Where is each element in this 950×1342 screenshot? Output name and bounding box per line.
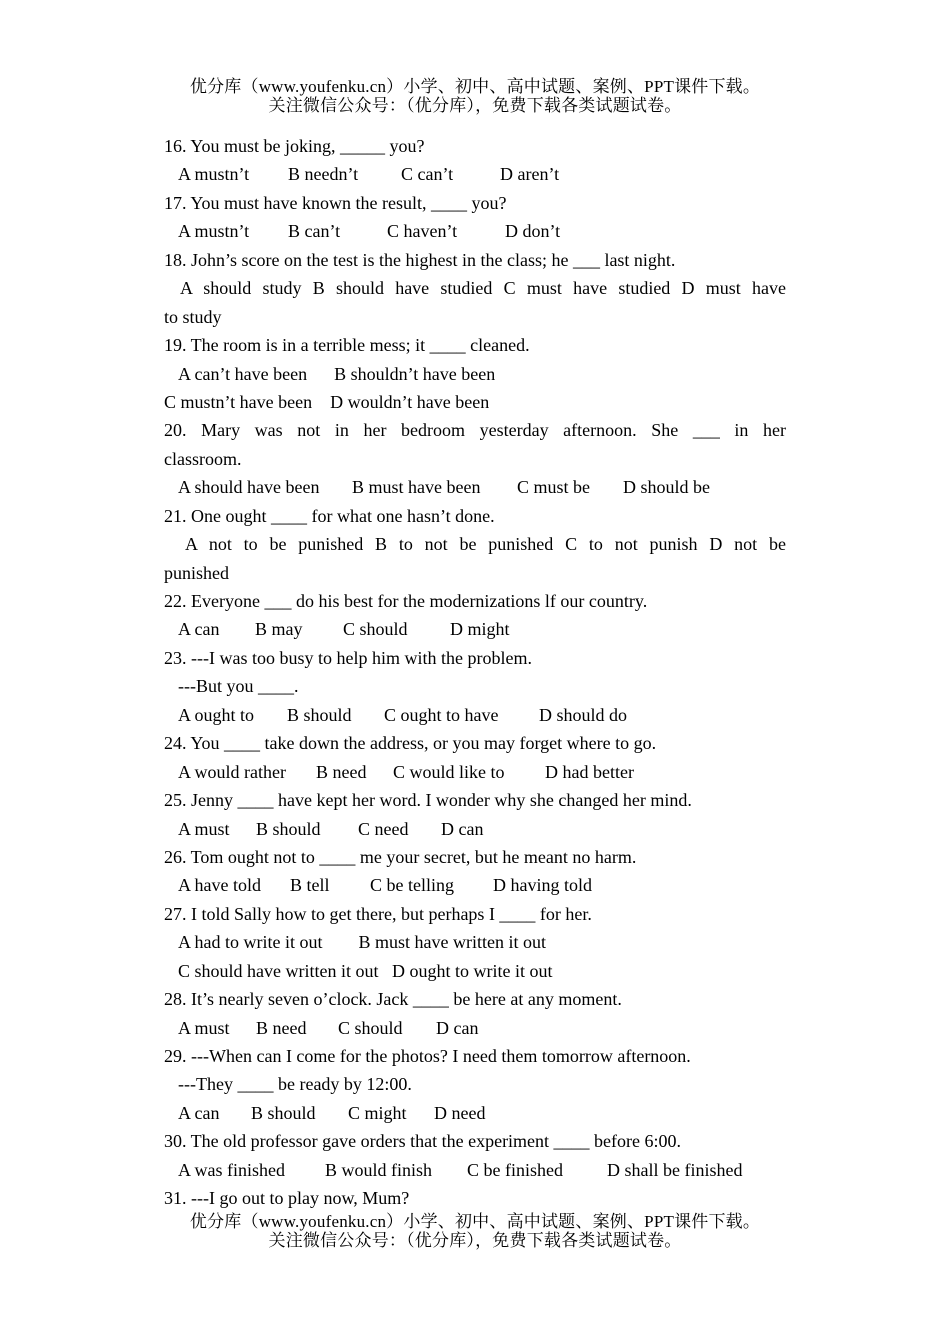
option-c: C would like to <box>393 761 505 782</box>
option-a: A would rather <box>178 761 286 782</box>
option-d: D should be <box>623 477 710 498</box>
option-a: A mustn’t <box>178 164 250 185</box>
options-row <box>164 1014 786 1042</box>
header-line-2: 关注微信公众号：（优分库），免费下载各类试题试卷。 <box>268 96 682 115</box>
option-b: B should <box>256 818 321 839</box>
option-d: D don’t <box>505 221 561 242</box>
question-stem: 28. It’s nearly seven o’clock. Jack ____ be here at any moment. <box>164 989 622 1010</box>
footer-line-1: 优分库（www.youfenku.cn）小学、初中、高中试题、案例、PPT课件下载。 <box>189 1212 761 1231</box>
option-a: A was finished <box>178 1159 285 1180</box>
options-row: C mustn’t have been D wouldn’t have been <box>164 391 490 412</box>
option-c: C ought to have <box>384 704 499 725</box>
option-a: A ought to <box>178 704 255 725</box>
option-a: A must <box>178 818 230 839</box>
option-b: B tell <box>290 875 330 896</box>
option-c: C need <box>358 818 409 839</box>
option-d: D shall be finished <box>607 1159 743 1180</box>
options-row <box>164 701 786 729</box>
question-stem: 22. Everyone ___ do his best for the modernizations lf our country. <box>164 591 648 611</box>
option-c: C can’t <box>401 164 454 185</box>
question-stem-reply: ---They ____ be ready by 12:00. <box>178 1074 412 1095</box>
option-d: D might <box>450 619 510 640</box>
options-row: C should have written it out D ought to write it out <box>178 960 553 981</box>
question-stem: 17. You must have known the result, ____ you? <box>164 192 507 213</box>
option-c: C be telling <box>370 875 454 896</box>
question-stem: 23. ---I was too busy to help him with the problem. <box>164 647 532 668</box>
option-d: D aren’t <box>500 164 560 185</box>
question-stem: 27. I told Sally how to get there, but perhaps I ____ for her. <box>164 903 592 924</box>
options-row <box>164 871 786 899</box>
option-c: C might <box>348 1102 407 1123</box>
question-stem: 21. One ought ____ for what one hasn’t done. <box>164 505 495 526</box>
question-stem: 19. The room is in a terrible mess; it ____ cleaned. <box>164 335 530 356</box>
option-b: B need <box>256 1017 307 1038</box>
options-row: A can’t have been B shouldn’t have been <box>178 363 496 384</box>
options-continuation: punished <box>164 562 229 583</box>
options-row <box>164 615 786 643</box>
option-b: B would finish <box>325 1159 433 1180</box>
option-a: A should have been <box>178 477 320 498</box>
question-stem: 26. Tom ought not to ____ me your secret, but he meant no harm. <box>164 846 637 867</box>
option-b: B should <box>251 1102 316 1123</box>
option-d: D had better <box>545 761 634 782</box>
question-stem: 24. You ____ take down the address, or you may forget where to go. <box>164 733 657 754</box>
header-line-1: 优分库（www.youfenku.cn）小学、初中、高中试题、案例、PPT课件下载。 <box>189 77 761 96</box>
options-row <box>164 758 786 786</box>
question-stem: 31. ---I go out to play now, Mum? <box>164 1188 410 1209</box>
option-b: B must have been <box>352 477 481 498</box>
option-b: B needn’t <box>288 164 359 185</box>
question-stem: 20. Mary was not in her bedroom yesterday afternoon. She ___ in her <box>164 420 786 441</box>
options-row <box>164 473 786 501</box>
question-stem: 18. John’s score on the test is the highest in the class; he ___ last night. <box>164 249 676 270</box>
option-d: D can <box>441 818 484 839</box>
option-d: D should do <box>539 704 628 725</box>
page-footer <box>0 1212 950 1250</box>
options-row <box>164 1099 786 1127</box>
option-d: D having told <box>493 875 592 896</box>
options-row <box>164 217 786 245</box>
option-b: B need <box>316 761 367 782</box>
option-a: A can <box>178 1102 220 1123</box>
option-c: C must be <box>517 477 591 498</box>
option-b: B can’t <box>288 221 341 242</box>
option-b: B should <box>287 704 352 725</box>
question-list <box>164 132 786 1213</box>
question-stem-continuation: classroom. <box>164 448 242 469</box>
options-row: A not to be punished B to not be punished C to not punish D not be <box>185 534 786 555</box>
options-row <box>164 815 786 843</box>
options-continuation: to study <box>164 306 222 327</box>
question-stem-reply: ---But you ____. <box>178 676 299 697</box>
option-b: B may <box>255 619 303 640</box>
question-stem: 29. ---When can I come for the photos? I need them tomorrow afternoon. <box>164 1046 691 1066</box>
option-c: C be finished <box>467 1159 563 1180</box>
question-stem: 25. Jenny ____ have kept her word. I wonder why she changed her mind. <box>164 790 692 811</box>
option-a: A have told <box>178 875 261 896</box>
footer-line-2: 关注微信公众号：（优分库），免费下载各类试题试卷。 <box>268 1231 682 1250</box>
option-c: C should <box>338 1017 403 1038</box>
option-c: C haven’t <box>387 221 458 242</box>
option-d: D need <box>434 1102 486 1123</box>
options-row <box>164 160 786 188</box>
question-stem: 30. The old professor gave orders that the experiment ____ before 6:00. <box>164 1131 682 1152</box>
question-stem: 16. You must be joking, _____ you? <box>164 136 425 156</box>
options-row: A should study B should have studied C must have studied D must have <box>180 278 786 299</box>
option-d: D can <box>436 1017 479 1038</box>
option-a: A can <box>178 619 220 640</box>
options-row <box>164 1156 786 1184</box>
option-a: A mustn’t <box>178 221 250 242</box>
options-row: A had to write it out B must have written it out <box>178 932 546 953</box>
option-a: A must <box>178 1017 230 1038</box>
page-header <box>0 77 950 115</box>
option-c: C should <box>343 619 408 640</box>
